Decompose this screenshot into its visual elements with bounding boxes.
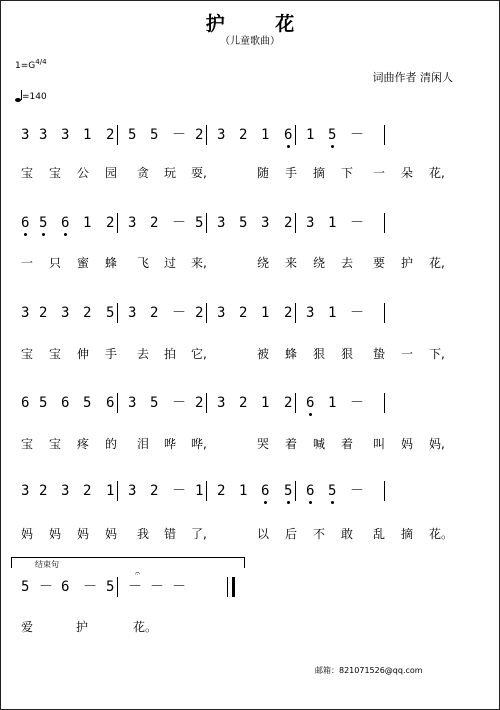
lyric-line-6 — [21, 618, 481, 634]
note: 6 — [284, 127, 293, 143]
note: 3 — [306, 215, 315, 231]
barline — [206, 125, 207, 145]
lyric-char: 被 — [257, 347, 270, 361]
sustain-dash: － — [128, 579, 142, 595]
lyric-char: 错 — [164, 527, 177, 541]
lyric-char: 耍, — [191, 166, 207, 180]
barline — [295, 213, 296, 233]
lyric-line-2 — [21, 254, 481, 270]
note: 3 — [21, 483, 30, 499]
fermata-icon: 𝄐 — [135, 569, 141, 579]
lyric-char: 着 — [285, 437, 298, 451]
lyric-char: 手 — [285, 166, 298, 180]
sustain-dash: － — [150, 579, 164, 595]
note: 6 — [21, 215, 30, 231]
note: 5 — [195, 215, 204, 231]
note: 5 — [39, 215, 48, 231]
sustain-dash: － — [172, 215, 186, 231]
note: 1 — [306, 127, 315, 143]
note: 1 — [239, 483, 248, 499]
note: 3 — [39, 127, 48, 143]
lyric-char: 要 — [373, 256, 386, 270]
barline — [384, 481, 385, 501]
lyric-char: 狠 — [341, 347, 354, 361]
note: 2 — [150, 483, 159, 499]
lyric-line-3 — [21, 345, 481, 361]
lyric-char: 过 — [164, 256, 177, 270]
note: 2 — [106, 127, 115, 143]
note: 5 — [328, 483, 337, 499]
lyric-char: 妈 — [77, 527, 90, 541]
note: 5 — [328, 127, 337, 143]
note: 5 — [106, 305, 115, 321]
sustain-dash: － — [350, 127, 364, 143]
sustain-dash: － — [83, 579, 97, 595]
lyric-char: 泪 — [137, 437, 150, 451]
lyric-char: 哗, — [191, 437, 207, 451]
lyric-char: 去 — [137, 347, 150, 361]
note: 3 — [217, 305, 226, 321]
barline — [206, 303, 207, 323]
note: 2 — [284, 215, 293, 231]
note: 6 — [61, 215, 70, 231]
barline — [384, 303, 385, 323]
lyric-char: 拍 — [164, 347, 177, 361]
lyric-char: 不 — [313, 527, 326, 541]
barline — [117, 213, 118, 233]
lyric-char: 花, — [429, 256, 445, 270]
note: 2 — [195, 305, 204, 321]
note: 5 — [83, 395, 92, 411]
lyric-char: 哗 — [164, 437, 177, 451]
lyric-char: 花。 — [133, 620, 158, 634]
note: 1 — [328, 215, 337, 231]
lyric-char: 公 — [77, 166, 90, 180]
lyric-char: 花。 — [429, 527, 454, 541]
staff-line-3 — [21, 306, 481, 330]
staff-line-5 — [21, 484, 481, 508]
lyric-char: 我 — [137, 527, 150, 541]
note: 6 — [306, 483, 315, 499]
lyric-char: 妈 — [401, 437, 414, 451]
lyric-char: 着 — [341, 437, 354, 451]
note: 3 — [128, 483, 137, 499]
staff-line-1 — [21, 128, 481, 152]
note: 1 — [83, 127, 92, 143]
note: 2 — [150, 215, 159, 231]
note: 6 — [106, 395, 115, 411]
lyric-char: 手 — [105, 347, 118, 361]
lyric-char: 飞 — [137, 256, 150, 270]
sustain-dash: － — [350, 483, 364, 499]
final-barline — [227, 577, 235, 597]
barline — [206, 481, 207, 501]
note: 5 — [239, 215, 248, 231]
contact-email: 邮箱：821071526@qq.com — [315, 666, 423, 675]
lyric-char: 摘 — [313, 166, 326, 180]
note: 3 — [128, 215, 137, 231]
note: 2 — [239, 395, 248, 411]
lyric-char: 蛰 — [373, 347, 386, 361]
lyric-char: 去 — [341, 256, 354, 270]
barline — [117, 481, 118, 501]
note: 5 — [106, 579, 115, 595]
note: 2 — [150, 305, 159, 321]
lyric-char: 绕 — [257, 256, 270, 270]
barline — [295, 481, 296, 501]
note: 5 — [284, 483, 293, 499]
quarter-note-icon — [17, 90, 22, 100]
note: 3 — [217, 215, 226, 231]
lyric-char: 园 — [105, 166, 118, 180]
note: 2 — [106, 215, 115, 231]
key-prefix: 1=G — [15, 61, 36, 71]
lyric-char: 蜂 — [105, 256, 118, 270]
note: 6 — [61, 395, 70, 411]
note: 1 — [195, 483, 204, 499]
note: 1 — [261, 127, 270, 143]
sustain-dash: － — [172, 127, 186, 143]
lyric-line-5 — [21, 525, 481, 541]
note: 5 — [21, 579, 30, 595]
ending-bracket — [11, 557, 245, 568]
note: 2 — [83, 305, 92, 321]
lyric-char: 花, — [429, 166, 445, 180]
staff-line-4 — [21, 396, 481, 420]
lyric-char: 妈 — [105, 527, 118, 541]
lyric-char: 宝 — [21, 437, 34, 451]
lyric-char: 妈, — [429, 437, 445, 451]
lyric-char: 贪 — [137, 166, 150, 180]
sustain-dash: － — [172, 579, 186, 595]
sustain-dash: － — [350, 395, 364, 411]
lyric-char: 乱 — [373, 527, 386, 541]
lyric-char: 一 — [373, 166, 386, 180]
lyric-char: 来, — [191, 256, 207, 270]
note: 6 — [61, 579, 70, 595]
lyric-char: 伸 — [77, 347, 90, 361]
lyric-char: 叫 — [373, 437, 386, 451]
note: 3 — [261, 215, 270, 231]
lyric-char: 宝 — [49, 166, 62, 180]
note: 3 — [21, 305, 30, 321]
sustain-dash: － — [172, 395, 186, 411]
lyric-char: 爱 — [21, 620, 34, 634]
lyric-char: 一 — [401, 347, 414, 361]
note: 3 — [217, 395, 226, 411]
note: 2 — [195, 395, 204, 411]
sustain-dash: － — [350, 215, 364, 231]
lyric-line-4 — [21, 435, 481, 451]
note: 3 — [61, 483, 70, 499]
barline — [117, 125, 118, 145]
lyric-char: 妈 — [49, 527, 62, 541]
lyric-char: 的 — [105, 437, 118, 451]
lyric-char: 绕 — [313, 256, 326, 270]
barline — [206, 213, 207, 233]
lyric-char: 敢 — [341, 527, 354, 541]
lyric-char: 它, — [191, 347, 207, 361]
barline — [295, 393, 296, 413]
lyric-char: 护 — [401, 256, 414, 270]
song-title: 护 花 — [205, 13, 317, 35]
lyric-char: 哭 — [257, 437, 270, 451]
note: 3 — [217, 127, 226, 143]
note: 5 — [150, 395, 159, 411]
lyric-char: 下, — [429, 347, 445, 361]
lyric-char: 狠 — [313, 347, 326, 361]
barline — [295, 303, 296, 323]
lyric-char: 疼 — [77, 437, 90, 451]
note: 5 — [39, 395, 48, 411]
lyric-char: 喊 — [313, 437, 326, 451]
note: 3 — [21, 127, 30, 143]
author-credit: 词曲作者 清闲人 — [372, 71, 453, 84]
lyric-char: 妈 — [21, 527, 34, 541]
lyric-char: 下 — [341, 166, 354, 180]
lyric-char: 护 — [76, 620, 89, 634]
lyric-line-1 — [21, 164, 481, 180]
lyric-char: 蜂 — [285, 347, 298, 361]
note: 1 — [106, 483, 115, 499]
note: 2 — [239, 305, 248, 321]
sustain-dash: － — [39, 579, 53, 595]
lyric-char: 了, — [191, 527, 207, 541]
note: 1 — [83, 215, 92, 231]
note: 2 — [83, 483, 92, 499]
note: 2 — [195, 127, 204, 143]
note: 6 — [306, 395, 315, 411]
note: 2 — [39, 305, 48, 321]
ending-label: 结束句 — [35, 560, 59, 569]
note: 5 — [150, 127, 159, 143]
note: 3 — [306, 305, 315, 321]
barline — [384, 393, 385, 413]
barline — [117, 577, 118, 597]
note: 1 — [261, 305, 270, 321]
staff-line-6 — [21, 580, 481, 604]
note: 2 — [239, 127, 248, 143]
tempo-marking: =140 — [17, 90, 47, 102]
note: 1 — [261, 395, 270, 411]
note: 2 — [284, 305, 293, 321]
barline — [206, 393, 207, 413]
note: 5 — [128, 127, 137, 143]
note: 2 — [39, 483, 48, 499]
sustain-dash: － — [172, 305, 186, 321]
barline — [117, 393, 118, 413]
lyric-char: 以 — [257, 527, 270, 541]
note: 3 — [128, 395, 137, 411]
barline — [384, 125, 385, 145]
lyric-char: 玩 — [164, 166, 177, 180]
lyric-char: 朵 — [401, 166, 414, 180]
time-signature: 4/4 — [35, 58, 47, 66]
lyric-char: 摘 — [401, 527, 414, 541]
sustain-dash: － — [172, 483, 186, 499]
sustain-dash: － — [350, 305, 364, 321]
note: 6 — [261, 483, 270, 499]
note: 2 — [217, 483, 226, 499]
lyric-char: 随 — [257, 166, 270, 180]
lyric-char: 一 — [21, 256, 34, 270]
barline — [295, 125, 296, 145]
staff-line-2 — [21, 216, 481, 240]
lyric-char: 宝 — [49, 347, 62, 361]
barline — [117, 303, 118, 323]
note: 2 — [284, 395, 293, 411]
lyric-char: 只 — [49, 256, 62, 270]
note: 6 — [21, 395, 30, 411]
note: 3 — [61, 127, 70, 143]
lyric-char: 蜜 — [77, 256, 90, 270]
song-subtitle: （儿童歌曲） — [220, 36, 280, 47]
lyric-char: 宝 — [21, 347, 34, 361]
note: 1 — [328, 395, 337, 411]
barline — [384, 213, 385, 233]
note: 3 — [61, 305, 70, 321]
key-signature — [15, 58, 47, 71]
lyric-char: 宝 — [49, 437, 62, 451]
note: 1 — [328, 305, 337, 321]
lyric-char: 后 — [285, 527, 298, 541]
lyric-char: 宝 — [21, 166, 34, 180]
lyric-char: 来 — [285, 256, 298, 270]
note: 3 — [128, 305, 137, 321]
